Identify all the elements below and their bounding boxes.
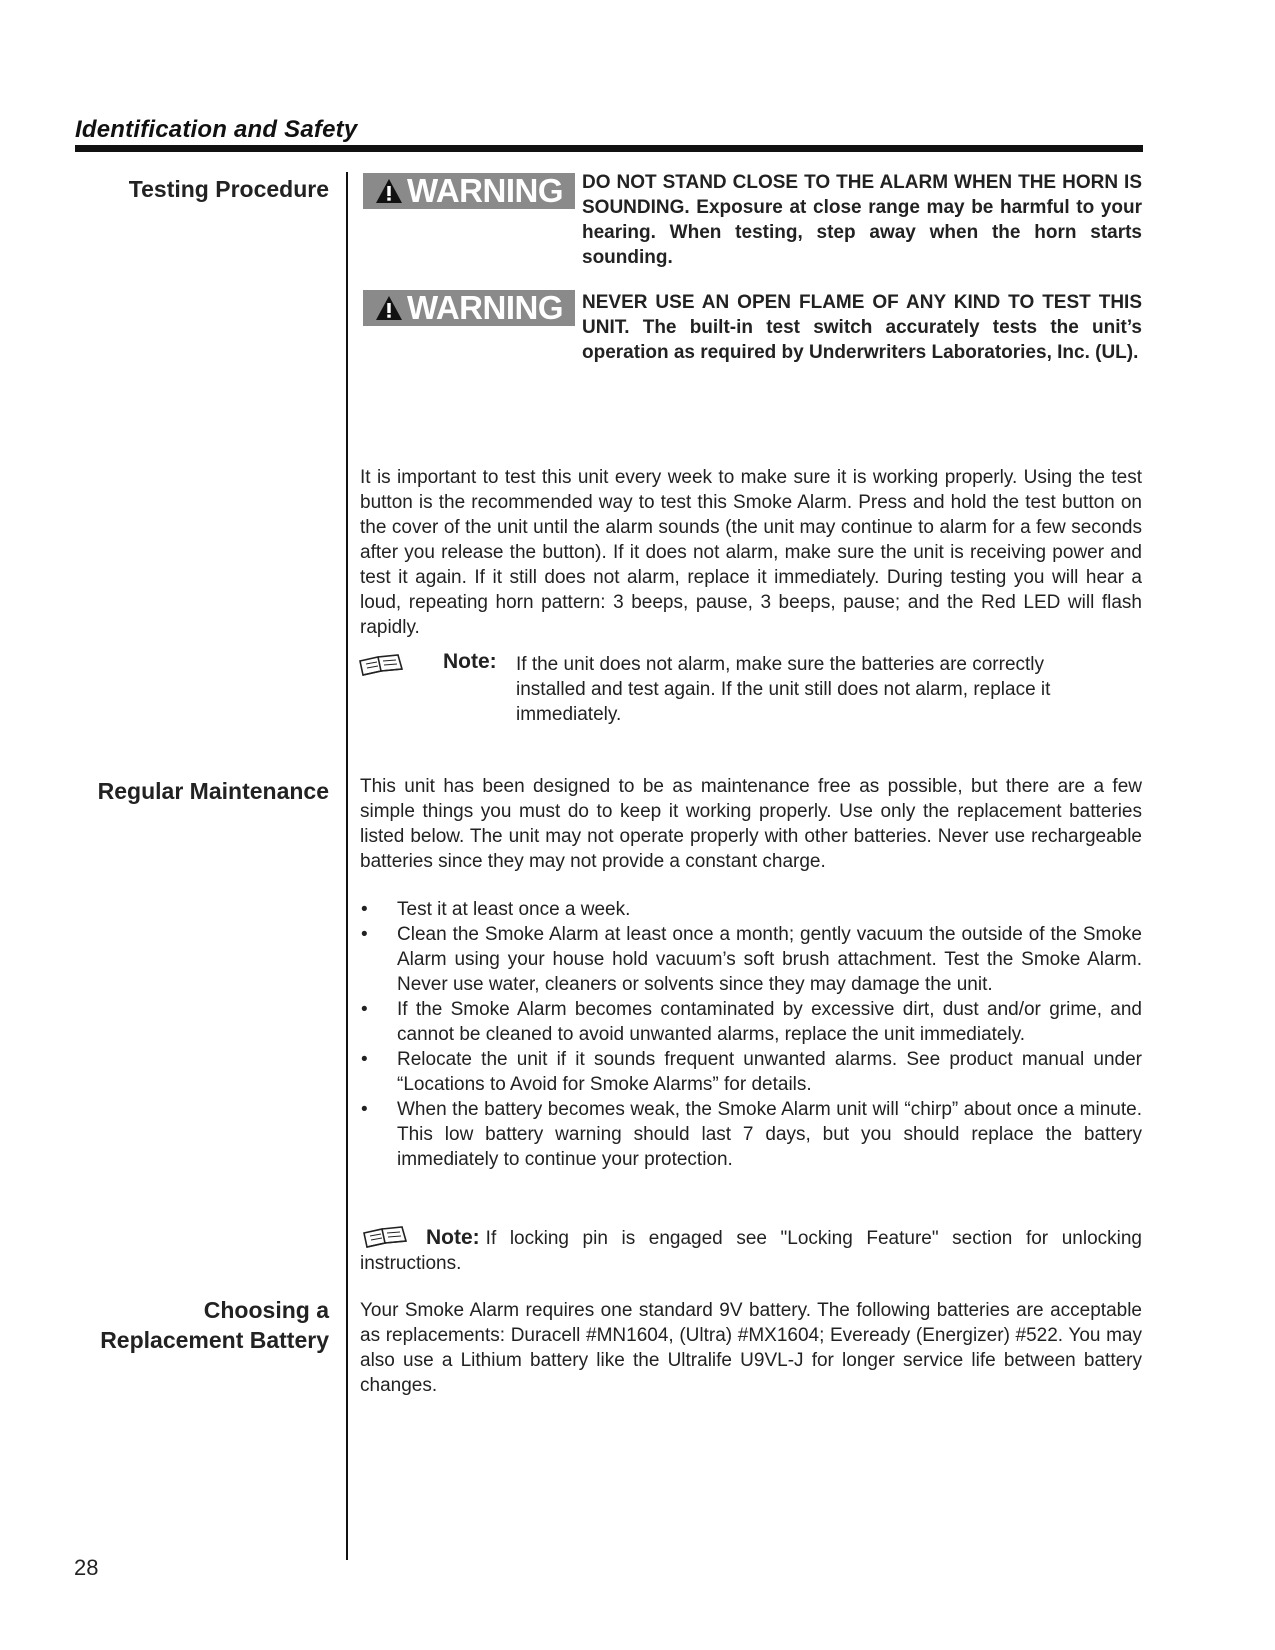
note-text: If the unit does not alarm, make sure the batteries are correctly installed and test again. If the unit still does not alarm, replace it immediately. [516, 654, 1051, 725]
maintenance-paragraph: This unit has been designed to be as maintenance free as possible, but there are a few simple things you must do to keep it working properly. Use only the replacement batteries listed below. The unit may not operate properly with other batteries. Never use rechargeable batteries since they may not provide a constant charge. [360, 776, 1142, 872]
warning-badge-label: WARNING [407, 289, 563, 326]
note-label: Note: [443, 650, 497, 673]
warning-triangle-icon [375, 295, 403, 321]
column-divider [346, 172, 348, 1560]
note-label: Note: [426, 1226, 480, 1249]
page-number: 28 [74, 1555, 99, 1580]
maintenance-bullet-list [360, 897, 1142, 1172]
header-rule [75, 145, 1143, 152]
warning-badge [363, 173, 575, 209]
open-book-icon [358, 653, 404, 677]
warning-text: NEVER USE AN OPEN FLAME OF ANY KIND TO TEST THIS UNIT. The built-in test switch accurately tests the unit’s operation as required by Underwriters Laboratories, Inc. (UL). [582, 292, 1142, 363]
list-item: • Clean the Smoke Alarm at least once a month; gently vacuum the outside of the Smoke Alarm using your house hold vacuum’s soft brush attachment. Test the Smoke Alarm. Never use water, cleaners or solvents since they may damage the unit. [360, 922, 1142, 997]
warning-triangle-icon [375, 178, 403, 204]
section-heading-battery-line2: Replacement Battery [100, 1327, 329, 1353]
section-heading-battery-line1: Choosing a [203, 1297, 329, 1323]
battery-paragraph: Your Smoke Alarm requires one standard 9V battery. The following batteries are acceptable as replacements: Duracell #MN1604, (Ultra) #MX1604; Eveready (Energizer) #522. You may also use a Lithium battery like the Ultralife U9VL-J for longer service life between battery changes. [360, 1300, 1142, 1396]
section-heading-battery [60, 1295, 329, 1355]
list-item: • Test it at least once a week. [360, 897, 1142, 922]
warning-text: DO NOT STAND CLOSE TO THE ALARM WHEN THE HORN IS SOUNDING. Exposure at close range may be harmful to your hearing. When testing, step away when the horn starts sounding. [582, 172, 1142, 268]
section-heading-testing: Testing Procedure [128, 176, 329, 202]
section-heading-maintenance: Regular Maintenance [97, 778, 329, 804]
warning-badge-label: WARNING [407, 172, 563, 209]
testing-paragraph: It is important to test this unit every week to make sure it is working properly. Using the test button is the recommended way to test this Smoke Alarm. Press and hold the test button on the cover of the unit until the alarm sounds (the unit may continue to alarm for a few seconds after you release the button). If it does not alarm, make sure the unit is receiving power and test it again. If it still does not alarm, replace it immediately. During testing you will hear a loud, repeating horn pattern: 3 beeps, pause, 3 beeps, pause; and the Red LED will flash rapidly. [360, 467, 1142, 638]
note-text: If locking pin is engaged see "Locking Feature" section for unlocking instructions. [360, 1228, 1142, 1274]
page-header-title: Identification and Safety [75, 116, 358, 143]
list-item: • If the Smoke Alarm becomes contaminated by excessive dirt, dust and/or grime, and cannot be cleaned to avoid unwanted alarms, replace the unit immediately. [360, 997, 1142, 1047]
list-item: • Relocate the unit if it sounds frequent unwanted alarms. See product manual under “Locations to Avoid for Smoke Alarms” for details. [360, 1047, 1142, 1097]
warning-badge [363, 290, 575, 326]
list-item: • When the battery becomes weak, the Smoke Alarm unit will “chirp” about once a minute. This low battery warning should last 7 days, but you should replace the battery immediately to continue your protection. [360, 1097, 1142, 1172]
maintenance-note [360, 1225, 1142, 1276]
